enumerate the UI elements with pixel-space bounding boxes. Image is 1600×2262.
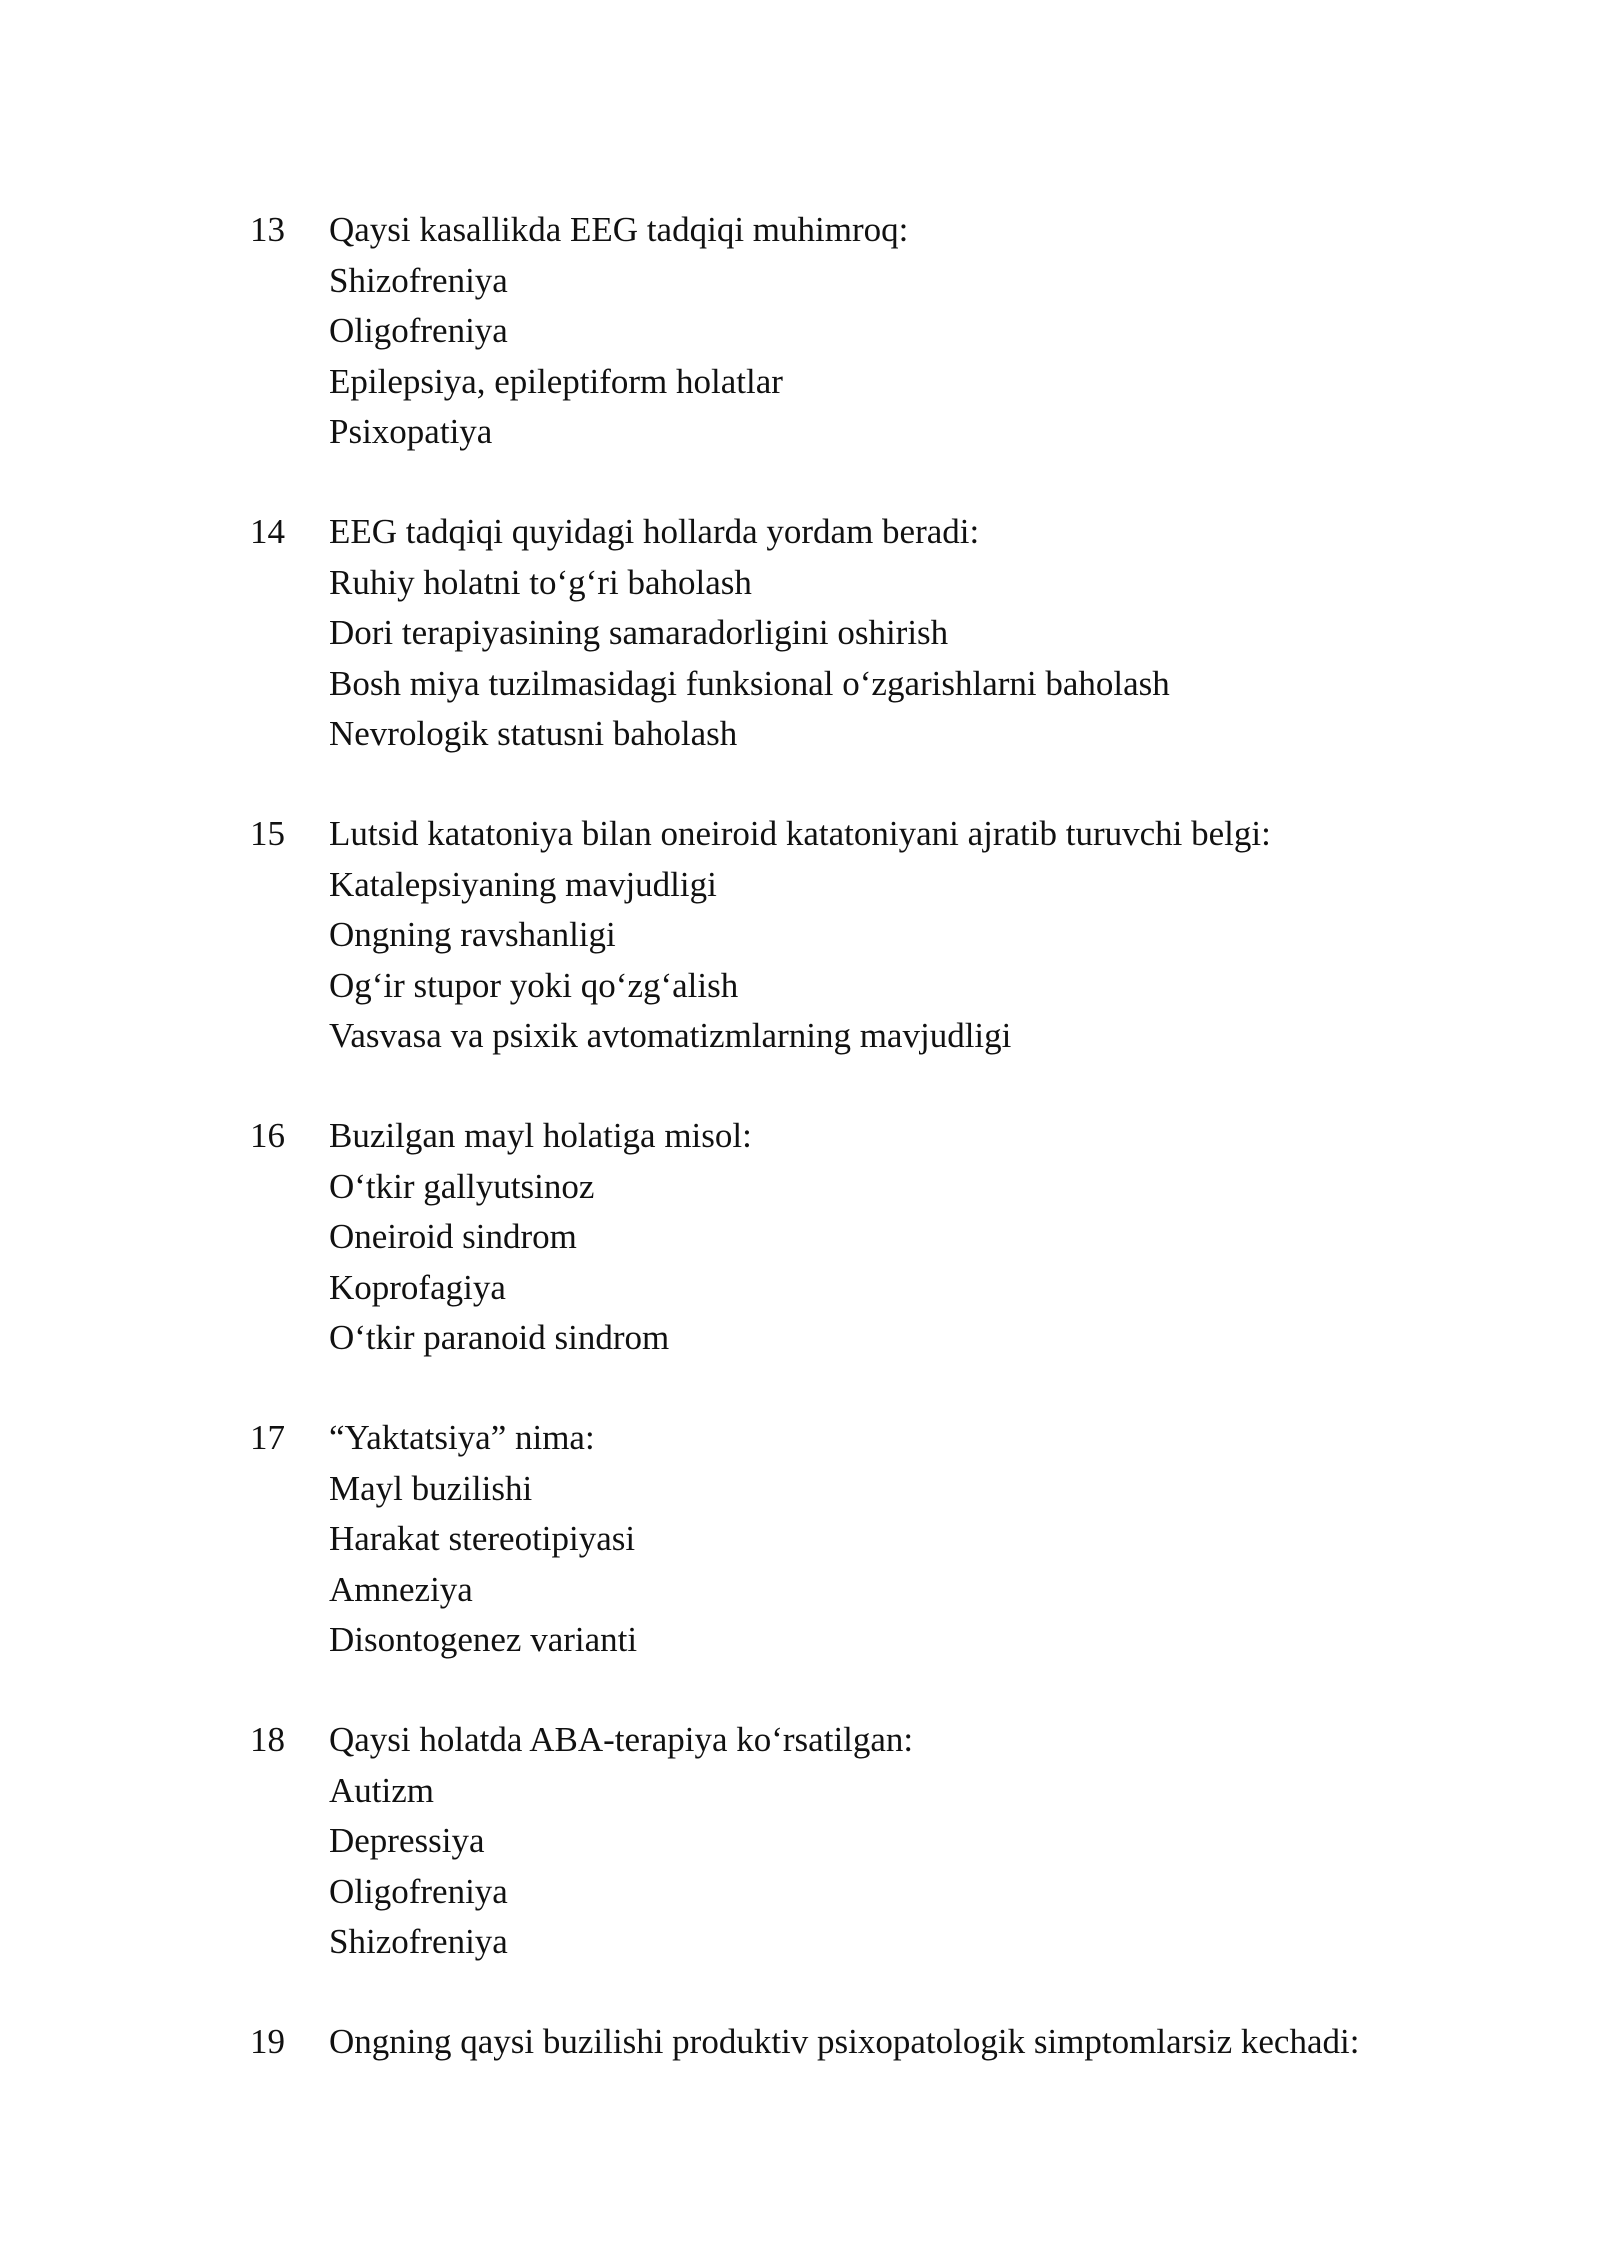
answer-option: Bosh miya tuzilmasidagi funksional o‘zgarishlarni baholash — [329, 663, 1170, 703]
question-body — [329, 2017, 1489, 2068]
answer-option: O‘tkir gallyutsinoz — [329, 1166, 595, 1206]
answer-option: Nevrologik statusni baholash — [329, 714, 738, 753]
question-number: 14 — [250, 512, 285, 551]
question-text: Ongning qaysi buzilishi produktiv psixopatologik simptomlarsiz kechadi: — [329, 2022, 1360, 2061]
answer-option: Autizm — [329, 1770, 434, 1810]
answer-option: Oneiroid sindrom — [329, 1217, 577, 1256]
answer-option: Oligofreniya — [329, 1871, 508, 1911]
answer-option: Mayl buzilishi — [329, 1468, 533, 1508]
question-body — [329, 507, 1489, 760]
question-body — [329, 1111, 1489, 1364]
question-number: 18 — [250, 1720, 285, 1759]
question-body — [329, 1413, 1489, 1666]
question-body — [329, 205, 1489, 458]
question-number: 19 — [250, 2022, 285, 2061]
answer-option: Depressiya — [329, 1821, 485, 1860]
answer-option: Epilepsiya, epileptiform holatlar — [329, 361, 783, 401]
answer-option: Ruhiy holatni to‘g‘ri baholash — [329, 562, 752, 602]
question-text: “Yaktatsiya” nima: — [329, 1418, 595, 1457]
question-text: Buzilgan mayl holatiga misol: — [329, 1116, 752, 1155]
question-text: Lutsid katatoniya bilan oneiroid katatoniyani ajratib turuvchi belgi: — [329, 814, 1271, 853]
answer-option: Amneziya — [329, 1569, 473, 1609]
question-text: EEG tadqiqi quyidagi hollarda yordam beradi: — [329, 512, 980, 551]
answer-option: Shizofreniya — [329, 260, 508, 300]
question-number: 13 — [250, 210, 285, 249]
answer-option: Disontogenez varianti — [329, 1620, 638, 1659]
answer-option: Psixopatiya — [329, 412, 493, 451]
answer-option: Ongning ravshanligi — [329, 915, 616, 954]
answer-option: Koprofagiya — [329, 1267, 506, 1307]
answer-option: O‘tkir paranoid sindrom — [329, 1318, 670, 1357]
question-number: 17 — [250, 1418, 285, 1457]
answer-option: Vasvasa va psixik avtomatizmlarning mavjudligi — [329, 1016, 1012, 1055]
answer-option: Oligofreniya — [329, 311, 508, 350]
answer-option: Shizofreniya — [329, 1922, 508, 1961]
question-number: 16 — [250, 1116, 285, 1155]
question-body — [329, 1715, 1489, 1968]
question-text: Qaysi kasallikda EEG tadqiqi muhimroq: — [329, 210, 909, 249]
answer-option: Og‘ir stupor yoki qo‘zg‘alish — [329, 965, 739, 1005]
question-text: Qaysi holatda ABA-terapiya ko‘rsatilgan: — [329, 1720, 914, 1759]
question-number: 15 — [250, 814, 285, 853]
answer-option: Katalepsiyaning mavjudligi — [329, 864, 717, 904]
question-body — [329, 809, 1489, 1062]
answer-option: Dori terapiyasining samaradorligini oshirish — [329, 613, 949, 652]
answer-option: Harakat stereotipiyasi — [329, 1519, 636, 1558]
